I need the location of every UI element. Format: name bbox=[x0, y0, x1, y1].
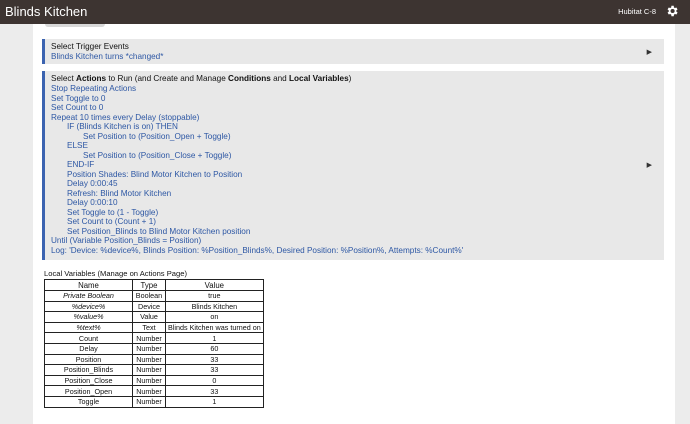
table-row: %text% Text Blinds Kitchen was turned on bbox=[45, 322, 264, 333]
column-header: Value bbox=[166, 280, 264, 291]
gear-icon[interactable] bbox=[665, 4, 679, 18]
table-row: Private Boolean Boolean true bbox=[45, 291, 264, 302]
action-line: Set Count to (Count + 1) bbox=[67, 217, 156, 226]
action-line: Until (Variable Position_Blinds = Position) bbox=[51, 236, 202, 245]
action-line: Set Position_Blinds to Blind Motor Kitchen position bbox=[67, 226, 251, 236]
local-variables-table bbox=[44, 279, 264, 408]
action-line: Set Position to (Position_Open + Toggle) bbox=[83, 131, 231, 141]
scrolled-section-edge bbox=[45, 24, 105, 27]
action-line: Log: 'Device: %device%, Blinds Position: %Position_Blinds%, Desired Position: %Position%, Attempts: %Count%' bbox=[51, 245, 464, 255]
table-row: Toggle Number 1 bbox=[45, 396, 264, 407]
action-line: ELSE bbox=[67, 141, 88, 150]
action-line: Refresh: Blind Motor Kitchen bbox=[67, 188, 172, 198]
action-line: END-IF bbox=[67, 160, 95, 169]
action-line: Set Position to (Position_Close + Toggle) bbox=[83, 150, 232, 160]
table-row: Position Number 33 bbox=[45, 354, 264, 365]
action-line: IF (Blinds Kitchen is on) THEN bbox=[67, 122, 178, 131]
app-title: Blinds Kitchen bbox=[5, 4, 88, 19]
action-line: Delay 0:00:45 bbox=[67, 179, 118, 188]
app-header bbox=[0, 0, 690, 24]
action-line: Set Toggle to 0 bbox=[51, 93, 106, 103]
local-variables-title: Local Variables (Manage on Actions Page) bbox=[44, 269, 187, 278]
action-line: Stop Repeating Actions bbox=[51, 84, 137, 93]
table-row: Delay Number 60 bbox=[45, 343, 264, 354]
actions-panel[interactable] bbox=[42, 71, 664, 260]
table-row: Position_Open Number 33 bbox=[45, 386, 264, 397]
action-line: Repeat 10 times every Delay (stoppable) bbox=[51, 112, 200, 122]
triangle-right-icon[interactable]: ▶ bbox=[646, 162, 652, 169]
table-row: Position_Blinds Number 33 bbox=[45, 365, 264, 376]
trigger-events-panel[interactable] bbox=[42, 39, 664, 64]
column-header: Type bbox=[133, 280, 166, 291]
action-line: Set Toggle to (1 - Toggle) bbox=[67, 207, 159, 217]
action-line: Set Count to 0 bbox=[51, 103, 104, 112]
action-line: Position Shades: Blind Motor Kitchen to Position bbox=[67, 169, 243, 179]
actions-heading: Select Actions to Run (and Create and Manage Conditions and Local Variables) bbox=[51, 74, 352, 83]
table-row: %value% Value on bbox=[45, 312, 264, 323]
action-line: Delay 0:00:10 bbox=[67, 198, 118, 207]
triangle-right-icon[interactable]: ▶ bbox=[646, 49, 652, 56]
table-row: %device% Device Blinds Kitchen bbox=[45, 301, 264, 312]
trigger-heading: Select Trigger Events bbox=[51, 42, 129, 51]
table-row: Count Number 1 bbox=[45, 333, 264, 344]
hub-name[interactable]: Hubitat C-8 bbox=[618, 7, 656, 16]
table-row: Position_Close Number 0 bbox=[45, 375, 264, 386]
column-header: Name bbox=[45, 280, 133, 291]
rule-page bbox=[33, 24, 675, 424]
trigger-description: Blinds Kitchen turns *changed* bbox=[51, 51, 164, 61]
